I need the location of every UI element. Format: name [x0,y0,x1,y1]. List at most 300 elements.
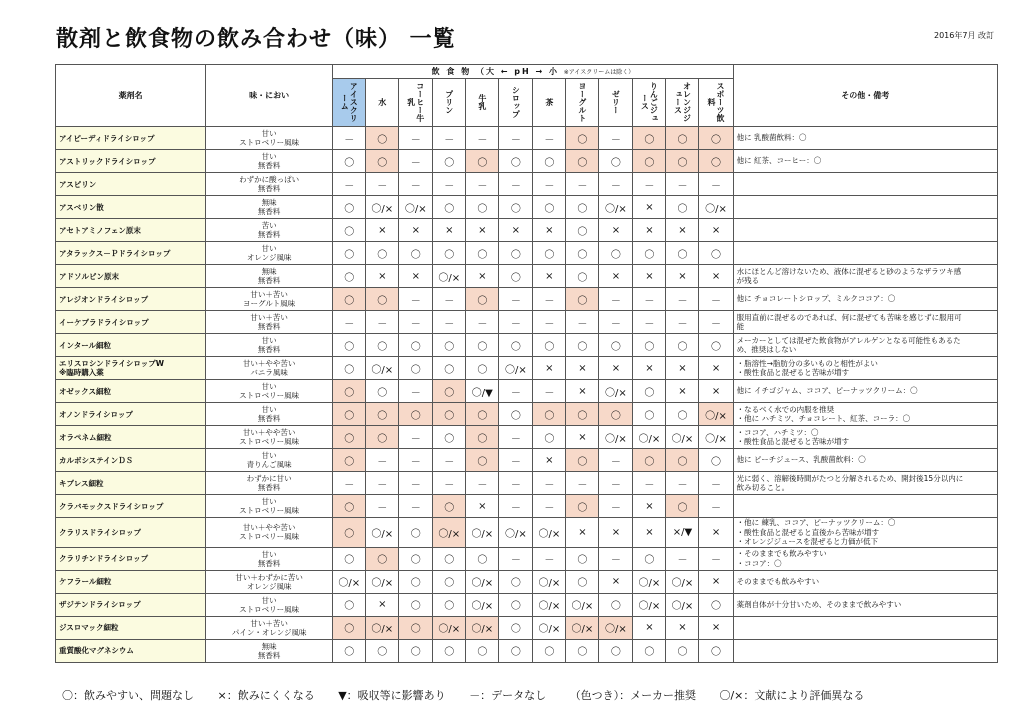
rating-cell: 〇/× [366,196,399,219]
rating-cell: － [633,311,666,334]
rating-cell: － [699,472,733,495]
rating-cell: 〇 [599,242,633,265]
table-row [56,334,998,357]
rating-cell: × [699,380,733,403]
rating-cell: － [533,288,566,311]
note-line: め、推奨はしない [736,345,797,354]
taste-line: 無香料 [257,650,281,660]
rating-cell: 〇 [333,380,366,403]
taste-cell [206,570,333,593]
rating-cell: × [499,219,533,242]
rating-cell: 〇 [399,639,433,662]
rating-cell: 〇 [666,495,699,518]
drug-name [56,265,206,288]
rating-cell: 〇 [399,334,433,357]
rating-cell: － [366,311,399,334]
rating-cell: 〇 [466,403,499,426]
rating-cell: 〇/× [633,426,666,449]
note-cell [733,403,997,426]
note-cell [733,472,997,495]
drug-name-text: ケフラール細粒 [59,577,112,586]
table-row [56,449,998,472]
taste-line: 甘い [261,497,277,506]
taste-line: 甘い＋やや苦い [242,428,296,437]
taste-cell [206,334,333,357]
rating-cell: 〇 [366,288,399,311]
rating-cell: 〇 [333,547,366,570]
rating-cell: － [333,472,366,495]
note-line: 光に弱く、溶解後時間がたつと分解されるため、開封後15分以内に [736,473,964,483]
rating-cell: × [566,426,599,449]
rating-cell: 〇/× [433,518,466,548]
rating-cell: 〇 [633,639,666,662]
rating-cell: 〇 [533,150,566,173]
rating-cell: × [699,616,733,639]
taste-line: 甘い [261,244,277,253]
header-foods-group [333,65,733,79]
rating-cell: × [699,265,733,288]
rating-cell: 〇 [333,639,366,662]
note-cell [733,593,997,616]
note-cell [733,426,997,449]
note-cell [733,357,997,380]
header-food-3 [433,79,466,127]
rating-cell: 〇 [499,265,533,288]
rating-cell: 〇/× [599,426,633,449]
table-row [56,472,998,495]
taste-cell [206,495,333,518]
taste-line: ストロベリー風味 [239,532,300,542]
rating-cell: 〇 [666,150,699,173]
rating-cell: × [599,357,633,380]
rating-cell: 〇 [499,616,533,639]
rating-cell: 〇 [399,593,433,616]
rating-cell: － [533,472,566,495]
rating-cell: × [533,219,566,242]
note-cell [733,265,997,288]
rating-cell: 〇 [366,127,399,150]
rating-cell: × [699,219,733,242]
taste-line: 無香料 [257,322,281,331]
rating-cell: × [666,265,699,288]
drug-name-text: アスベリン散 [59,202,104,212]
rating-cell: 〇/× [333,570,366,593]
rating-cell: 〇 [599,403,633,426]
taste-line: 甘い＋やや苦い [242,523,296,533]
table-row [56,403,998,426]
rating-cell: － [399,449,433,472]
rating-cell: 〇/× [366,357,399,380]
rating-cell: × [699,357,733,380]
rating-cell: 〇 [333,219,366,242]
rating-cell: 〇 [566,547,599,570]
taste-line: ストロベリー風味 [239,138,300,147]
rating-cell: 〇 [433,242,466,265]
rating-cell: － [499,311,533,334]
drug-name [56,472,206,495]
taste-line: 無香料 [257,414,281,423]
table-row [56,265,998,288]
legend [62,687,884,703]
taste-cell [206,357,333,380]
note-line: 他に 乳酸菌飲料：〇 [736,133,807,143]
rating-cell: － [599,547,633,570]
header-food-label: コーヒー牛乳 [406,81,425,122]
rating-cell: － [599,311,633,334]
rating-cell: × [399,265,433,288]
taste-line: 無味 [261,198,277,207]
rating-cell: 〇 [533,242,566,265]
drug-name-text: アセトアミノフェン原末 [59,225,141,235]
taste-line: 甘い＋やや苦い [242,359,296,368]
taste-line: 無味 [261,267,277,276]
taste-line: ヨーグルト風味 [243,299,296,308]
rating-cell: 〇 [466,357,499,380]
drug-name-text: アレジオンドライシロップ [59,294,149,304]
rating-cell: － [399,173,433,196]
legend-absorption: ▼：吸収等に影響あり [338,689,446,702]
rating-cell: － [566,311,599,334]
taste-line: 甘い [261,549,277,559]
rating-cell: 〇/× [533,518,566,548]
rating-cell: － [599,472,633,495]
taste-cell [206,616,333,639]
taste-cell [206,288,333,311]
drug-name-text: エリスロシンドライシロップW [59,359,165,368]
rating-cell: 〇 [433,495,466,518]
rating-cell: － [366,173,399,196]
rating-cell: × [633,357,666,380]
header-food-label: 水 [377,97,387,106]
note-cell [733,380,997,403]
note-cell [733,150,997,173]
rating-cell: 〇 [466,288,499,311]
table-row [56,570,998,593]
rating-cell: × [699,518,733,548]
rating-cell: 〇 [433,593,466,616]
rating-cell: 〇/× [699,403,733,426]
header-food-label: アイスクリーム [340,81,359,122]
note-cell [733,449,997,472]
rating-cell: 〇 [333,616,366,639]
rating-cell: 〇 [599,593,633,616]
rating-cell: － [433,472,466,495]
taste-cell [206,518,333,548]
header-food-11 [699,79,733,127]
drug-name-text: インタール細粒 [59,340,112,350]
taste-line: 無香料 [257,230,281,239]
rating-cell: 〇 [399,357,433,380]
rating-cell: － [399,426,433,449]
header-food-0 [333,79,366,127]
header-foods-group-label: 飲 食 物 （大 ← pH → 小 [431,67,559,76]
rating-cell: 〇 [433,380,466,403]
taste-line: 甘い [261,405,277,414]
header-food-8 [599,79,633,127]
rating-cell: － [699,311,733,334]
taste-cell [206,242,333,265]
drug-name-text: ザジテンドライシロップ [59,600,141,609]
note-line: ・そのままでも飲みやすい [736,549,827,558]
rating-cell: 〇/× [466,593,499,616]
rating-cell: － [499,472,533,495]
note-cell [733,242,997,265]
table-row [56,593,998,616]
taste-line: ストロベリー風味 [239,391,300,400]
rating-cell: 〇 [466,242,499,265]
rating-cell: － [333,127,366,150]
rating-cell: × [633,495,666,518]
rating-cell: 〇/× [566,593,599,616]
taste-line: ストロベリー風味 [239,437,300,446]
drug-name-text: アイピーディドライシロップ [59,133,155,143]
note-line: 服用直前に混ぜるのであれば、何に混ぜても苦味を感じずに服用可 [736,312,962,322]
rating-cell: × [533,357,566,380]
rating-cell: － [399,380,433,403]
note-line: 水にほとんど溶けないため、液体に混ぜると砂のようなザラツキ感 [736,266,962,276]
rating-cell: － [699,173,733,196]
taste-line: わずかに酸っぱい [239,175,300,184]
drug-name [56,570,206,593]
note-cell [733,288,997,311]
legend-bad: ×：飲みにくくなる [217,689,315,702]
rating-cell: 〇 [499,403,533,426]
rating-cell: 〇/× [699,196,733,219]
taste-line: オレンジ風味 [246,253,292,262]
rating-cell: 〇 [666,639,699,662]
header-food-10 [666,79,699,127]
rating-cell: － [599,449,633,472]
drug-name-text: クラリスドライシロップ [59,527,141,537]
rating-cell: 〇/× [366,570,399,593]
rating-cell: 〇 [333,265,366,288]
rating-cell: 〇/× [666,570,699,593]
rating-cell: × [366,219,399,242]
drug-name [56,380,206,403]
header-taste: 味・におい [206,65,333,127]
rating-cell: 〇 [466,334,499,357]
table-row [56,495,998,518]
drug-name [56,127,206,150]
rating-cell: 〇 [333,357,366,380]
rating-cell: 〇 [566,219,599,242]
rating-cell: － [533,547,566,570]
rating-cell: 〇 [333,426,366,449]
rating-cell: 〇/× [499,357,533,380]
rating-cell: － [499,173,533,196]
rating-cell: 〇 [433,357,466,380]
taste-cell [206,150,333,173]
rating-cell: × [666,357,699,380]
rating-cell: 〇 [466,196,499,219]
rating-cell: 〇 [533,403,566,426]
drug-name [56,403,206,426]
rating-cell: 〇 [399,242,433,265]
rating-cell: 〇 [699,449,733,472]
note-cell [733,518,997,548]
taste-cell [206,472,333,495]
table-row [56,547,998,570]
note-cell [733,639,997,662]
table-row [56,173,998,196]
legend-mixed: 〇/×：文献により評価異なる [719,689,865,702]
header-food-label: 茶 [544,97,554,106]
note-line: ・酸性食品と混ぜると直後から苦味が増す [736,527,880,537]
table-row [56,150,998,173]
rating-cell: － [699,495,733,518]
drug-name-text: カルボシステインＤＳ [59,455,134,465]
taste-line: 甘い [261,595,277,605]
rating-cell: － [399,127,433,150]
note-cell [733,570,997,593]
rating-cell: 〇 [633,547,666,570]
compatibility-table [55,64,998,663]
rating-cell: 〇 [666,334,699,357]
drug-name-text: アスピリン [59,179,97,189]
rating-cell: － [466,311,499,334]
rating-cell: 〇 [366,639,399,662]
rating-cell: 〇/× [466,616,499,639]
rating-cell: × [666,616,699,639]
taste-cell [206,426,333,449]
rating-cell: 〇 [566,403,599,426]
rating-cell: 〇 [466,150,499,173]
rating-cell: － [433,127,466,150]
taste-cell [206,196,333,219]
drug-name [56,518,206,548]
drug-name [56,334,206,357]
header-food-label: りんごジュース [640,81,659,122]
rating-cell: 〇 [666,403,699,426]
rating-cell: 〇 [566,196,599,219]
drug-name-text: オラペネム細粒 [59,432,112,442]
note-cell [733,495,997,518]
drug-name-text: オノンドライシロップ [59,409,133,419]
note-line: 能 [736,322,745,331]
rating-cell: － [599,288,633,311]
rating-cell: 〇/× [466,518,499,548]
rating-cell: 〇 [633,449,666,472]
table-row [56,518,998,548]
rating-cell: 〇 [566,449,599,472]
rating-cell: 〇 [366,242,399,265]
drug-name [56,639,206,662]
legend-no-data: －：データなし [469,689,547,702]
rating-cell: × [666,219,699,242]
rating-cell: － [599,127,633,150]
note-cell [733,547,997,570]
header-food-9 [633,79,666,127]
taste-cell [206,173,333,196]
note-cell [733,219,997,242]
note-line: ・酸性食品と混ぜると苦味が増す [736,437,850,446]
rating-cell: × [633,196,666,219]
drug-name-text: クラバモックスドライシロップ [59,501,164,511]
header-food-label: 牛乳 [477,93,487,110]
taste-line: 無香料 [257,161,281,170]
note-line: ・他に ハチミツ、チョコレート、紅茶、コーラ：〇 [736,414,911,423]
rating-cell: － [666,311,699,334]
header-food-label: オレンジジュース [673,81,692,122]
taste-line: 苦い [261,221,277,230]
taste-cell [206,449,333,472]
rating-cell: 〇 [699,334,733,357]
header-food-6 [533,79,566,127]
table-row [56,426,998,449]
rating-cell: 〇/× [499,518,533,548]
rating-cell: － [466,127,499,150]
header-food-4 [466,79,499,127]
drug-name [56,219,206,242]
taste-line: 無香料 [257,276,281,285]
rating-cell: 〇 [466,547,499,570]
rating-cell: 〇 [499,570,533,593]
taste-line: 甘い [261,152,277,161]
rating-cell: － [633,472,666,495]
rating-cell: 〇/▼ [466,380,499,403]
rating-cell: － [499,449,533,472]
drug-name-text: アドソルビン原末 [59,271,119,281]
drug-name [56,311,206,334]
rating-cell: 〇 [533,639,566,662]
rating-cell: × [666,380,699,403]
rating-cell: 〇 [366,547,399,570]
header-food-5 [499,79,533,127]
rating-cell: 〇 [566,242,599,265]
page-title: 散剤と飲食物の飲み合わせ（味） 一覧 [56,27,456,52]
taste-line: 甘い [261,336,277,345]
rating-cell: 〇 [399,547,433,570]
drug-name [56,547,206,570]
drug-name-text: イーケプラドライシロップ [59,317,149,327]
table-row [56,127,998,150]
note-line: メーカーとしては混ぜた飲食物がアレルゲンとなる可能性もあるた [736,335,961,345]
taste-line: 甘い [261,451,277,460]
rating-cell: 〇 [499,196,533,219]
note-line: 飲み切ること。 [736,483,790,492]
taste-line: 無香料 [257,345,281,354]
rating-cell: － [533,380,566,403]
rating-cell: 〇/× [533,616,566,639]
rating-cell: 〇 [499,593,533,616]
rating-cell: 〇 [566,127,599,150]
header-notes: その他・備考 [733,65,997,127]
rating-cell: － [433,173,466,196]
rating-cell: × [366,593,399,616]
rating-cell: － [399,495,433,518]
rating-cell: 〇 [599,334,633,357]
rating-cell: － [499,426,533,449]
rating-cell: 〇 [333,196,366,219]
header-foods-group-note: ※アイスクリームは除く） [563,69,635,76]
rating-cell: 〇 [399,403,433,426]
rating-cell: 〇/× [599,196,633,219]
rating-cell: 〇 [699,242,733,265]
drug-name-text: アストリックドライシロップ [59,156,156,166]
rating-cell: 〇 [366,403,399,426]
rating-cell: × [533,265,566,288]
taste-line: 無味 [261,641,277,651]
rating-cell: × [599,570,633,593]
note-cell [733,127,997,150]
note-line: ・ココア、ハチミツ：〇 [736,427,819,437]
taste-cell [206,547,333,570]
rating-cell: － [499,495,533,518]
rating-cell: 〇 [699,127,733,150]
drug-name [56,150,206,173]
rating-cell: 〇 [633,242,666,265]
header-food-label: シロップ [511,85,521,118]
